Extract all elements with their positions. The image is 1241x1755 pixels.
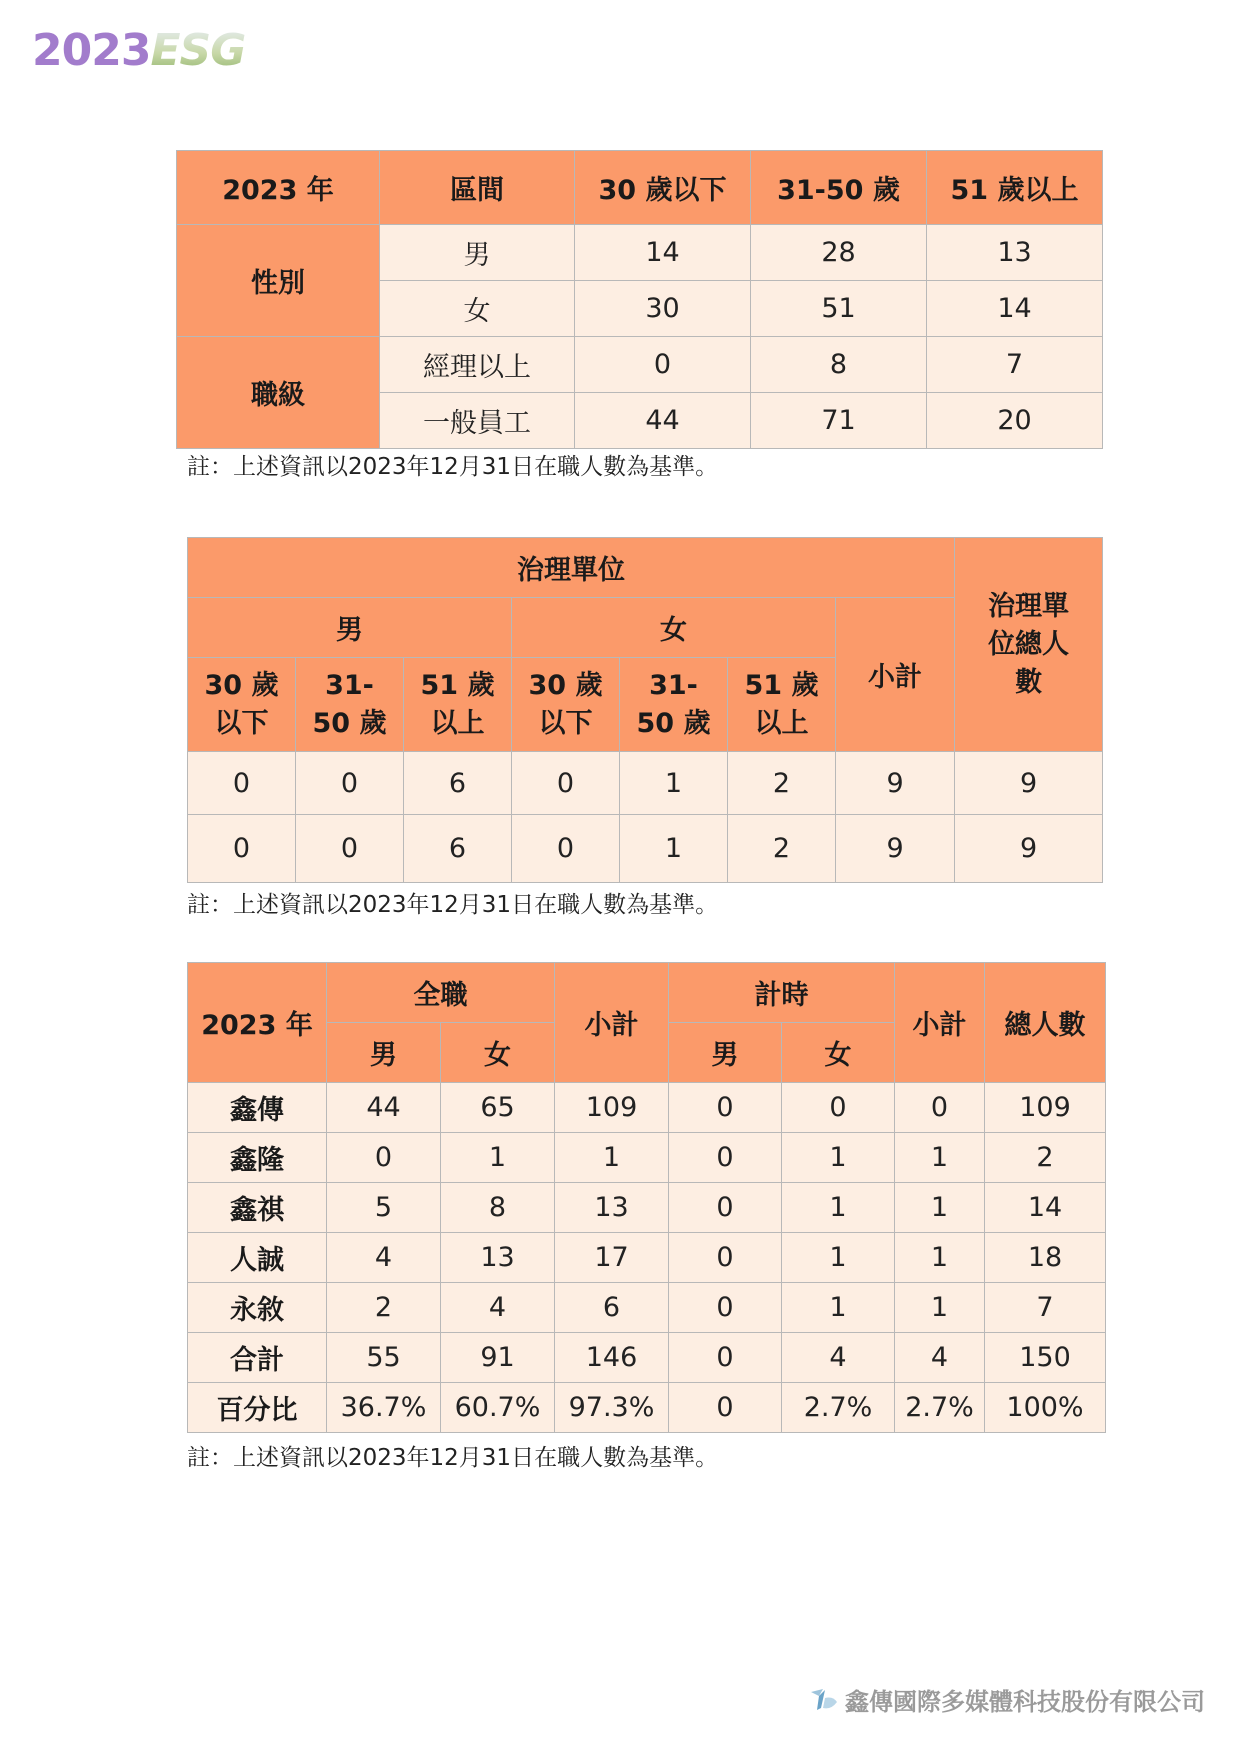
table-cell: 109 — [555, 1083, 669, 1133]
table-row — [188, 1133, 1106, 1183]
table-row — [188, 1283, 1106, 1333]
table-cell: 1 — [895, 1233, 985, 1283]
header-male-31-50: 31-50 歲 — [296, 658, 404, 752]
table-row — [188, 1083, 1106, 1133]
footer-company-name: 鑫傳國際多媒體科技股份有限公司 — [845, 1688, 1205, 1716]
table-cell: 0 — [669, 1333, 782, 1383]
table-cell: 109 — [985, 1083, 1106, 1133]
table-cell: 4 — [441, 1283, 555, 1333]
table-cell: 28 — [751, 225, 927, 281]
table-cell: 0 — [669, 1383, 782, 1433]
table-cell: 97.3% — [555, 1383, 669, 1433]
header-governance-total: 治理單位總人數 — [955, 538, 1103, 752]
table-cell: 9 — [955, 815, 1103, 883]
header-parttime-female: 女 — [782, 1023, 895, 1083]
table-cell: 0 — [512, 752, 620, 815]
table-cell: 14 — [575, 225, 751, 281]
header-year: 2023 年 — [177, 151, 380, 225]
age-distribution-table — [176, 150, 1103, 449]
table-cell: 36.7% — [327, 1383, 441, 1433]
table-cell: 0 — [669, 1083, 782, 1133]
table-cell: 1 — [782, 1283, 895, 1333]
table-cell: 60.7% — [441, 1383, 555, 1433]
header-parttime-male: 男 — [669, 1023, 782, 1083]
header-female-under-30: 30 歲以下 — [512, 658, 620, 752]
governance-title: 治理單位 — [188, 538, 955, 598]
header-parttime: 計時 — [669, 963, 895, 1023]
header-male: 男 — [188, 598, 512, 658]
table-cell: 65 — [441, 1083, 555, 1133]
table-cell: 0 — [669, 1183, 782, 1233]
table-cell: 51 — [751, 281, 927, 337]
table-cell: 9 — [836, 815, 955, 883]
header-female: 女 — [512, 598, 836, 658]
table-cell: 9 — [955, 752, 1103, 815]
table-cell: 20 — [927, 393, 1103, 449]
row-label: 永敘 — [188, 1283, 327, 1333]
logo-esg: ESG — [150, 25, 246, 76]
header-age-over-51: 51 歲以上 — [927, 151, 1103, 225]
table-cell: 0 — [188, 815, 296, 883]
table-cell: 1 — [782, 1133, 895, 1183]
table-cell: 0 — [669, 1133, 782, 1183]
table2-note: 註：上述資訊以2023年12月31日在職人數為基準。 — [187, 892, 719, 918]
row-label: 鑫祺 — [188, 1183, 327, 1233]
group-label-gender: 性別 — [177, 225, 380, 337]
table-cell: 1 — [895, 1133, 985, 1183]
table-row — [188, 752, 1103, 815]
row-label-male: 男 — [380, 225, 575, 281]
table-cell: 2 — [728, 815, 836, 883]
table-cell: 5 — [327, 1183, 441, 1233]
table-cell: 13 — [555, 1183, 669, 1233]
row-label-manager: 經理以上 — [380, 337, 575, 393]
header-fulltime-male: 男 — [327, 1023, 441, 1083]
header-year: 2023 年 — [188, 963, 327, 1083]
row-label: 合計 — [188, 1333, 327, 1383]
header-fulltime: 全職 — [327, 963, 555, 1023]
table-row — [188, 1233, 1106, 1283]
group-label-job-level: 職級 — [177, 337, 380, 449]
table-cell: 6 — [404, 815, 512, 883]
header-male-over-51: 51 歲以上 — [404, 658, 512, 752]
table-cell: 0 — [512, 815, 620, 883]
table-cell: 0 — [296, 815, 404, 883]
table-cell: 4 — [327, 1233, 441, 1283]
company-logo-icon — [809, 1686, 839, 1721]
row-label: 人誠 — [188, 1233, 327, 1283]
logo-year: 2023 — [32, 25, 151, 76]
table-cell: 17 — [555, 1233, 669, 1283]
table-cell: 9 — [836, 752, 955, 815]
table-cell: 0 — [895, 1083, 985, 1133]
table-cell: 1 — [620, 815, 728, 883]
header-total: 總人數 — [985, 963, 1106, 1083]
table-cell: 0 — [188, 752, 296, 815]
table-cell: 2 — [985, 1133, 1106, 1183]
table-cell: 30 — [575, 281, 751, 337]
table-cell: 13 — [927, 225, 1103, 281]
table-cell: 1 — [620, 752, 728, 815]
header-fulltime-female: 女 — [441, 1023, 555, 1083]
table-cell: 14 — [985, 1183, 1106, 1233]
table-cell: 1 — [555, 1133, 669, 1183]
table-cell: 18 — [985, 1233, 1106, 1283]
header-fulltime-subtotal: 小計 — [555, 963, 669, 1083]
table-cell: 13 — [441, 1233, 555, 1283]
header-range: 區間 — [380, 151, 575, 225]
table-cell: 44 — [575, 393, 751, 449]
table-cell: 1 — [895, 1283, 985, 1333]
header-parttime-subtotal: 小計 — [895, 963, 985, 1083]
table-cell: 7 — [985, 1283, 1106, 1333]
table-cell: 2 — [728, 752, 836, 815]
table-cell: 71 — [751, 393, 927, 449]
table3-note: 註：上述資訊以2023年12月31日在職人數為基準。 — [187, 1445, 719, 1471]
header-age-31-50: 31-50 歲 — [751, 151, 927, 225]
table-row — [188, 1183, 1106, 1233]
table-cell: 2.7% — [895, 1383, 985, 1433]
table-cell: 0 — [669, 1233, 782, 1283]
employment-table — [187, 962, 1106, 1433]
table-cell: 1 — [782, 1183, 895, 1233]
header-male-under-30: 30 歲以下 — [188, 658, 296, 752]
table-row — [188, 1333, 1106, 1383]
table-cell: 6 — [404, 752, 512, 815]
header-female-31-50: 31-50 歲 — [620, 658, 728, 752]
table-cell: 8 — [751, 337, 927, 393]
table-cell: 150 — [985, 1333, 1106, 1383]
table-cell: 100% — [985, 1383, 1106, 1433]
table-row — [188, 1383, 1106, 1433]
governance-table — [187, 537, 1103, 883]
header-subtotal: 小計 — [836, 598, 955, 752]
table-cell: 0 — [327, 1133, 441, 1183]
table-row — [188, 815, 1103, 883]
table-cell: 91 — [441, 1333, 555, 1383]
footer-company — [809, 1685, 1205, 1721]
row-label-staff: 一般員工 — [380, 393, 575, 449]
table-cell: 1 — [895, 1183, 985, 1233]
table1-note: 註：上述資訊以2023年12月31日在職人數為基準。 — [187, 454, 719, 480]
table-cell: 1 — [441, 1133, 555, 1183]
table-cell: 0 — [782, 1083, 895, 1133]
row-label: 百分比 — [188, 1383, 327, 1433]
table-cell: 4 — [782, 1333, 895, 1383]
table-cell: 1 — [782, 1233, 895, 1283]
header-age-under-30: 30 歲以下 — [575, 151, 751, 225]
table-cell: 146 — [555, 1333, 669, 1383]
table-cell: 0 — [575, 337, 751, 393]
table-cell: 7 — [927, 337, 1103, 393]
table-cell: 4 — [895, 1333, 985, 1383]
table-cell: 0 — [296, 752, 404, 815]
table-cell: 44 — [327, 1083, 441, 1133]
table-cell: 6 — [555, 1283, 669, 1333]
table-cell: 55 — [327, 1333, 441, 1383]
report-logo — [32, 24, 245, 78]
row-label: 鑫傳 — [188, 1083, 327, 1133]
row-label: 鑫隆 — [188, 1133, 327, 1183]
table-cell: 14 — [927, 281, 1103, 337]
table-cell: 2.7% — [782, 1383, 895, 1433]
table-cell: 2 — [327, 1283, 441, 1333]
table-cell: 8 — [441, 1183, 555, 1233]
header-female-over-51: 51 歲以上 — [728, 658, 836, 752]
row-label-female: 女 — [380, 281, 575, 337]
table-cell: 0 — [669, 1283, 782, 1333]
